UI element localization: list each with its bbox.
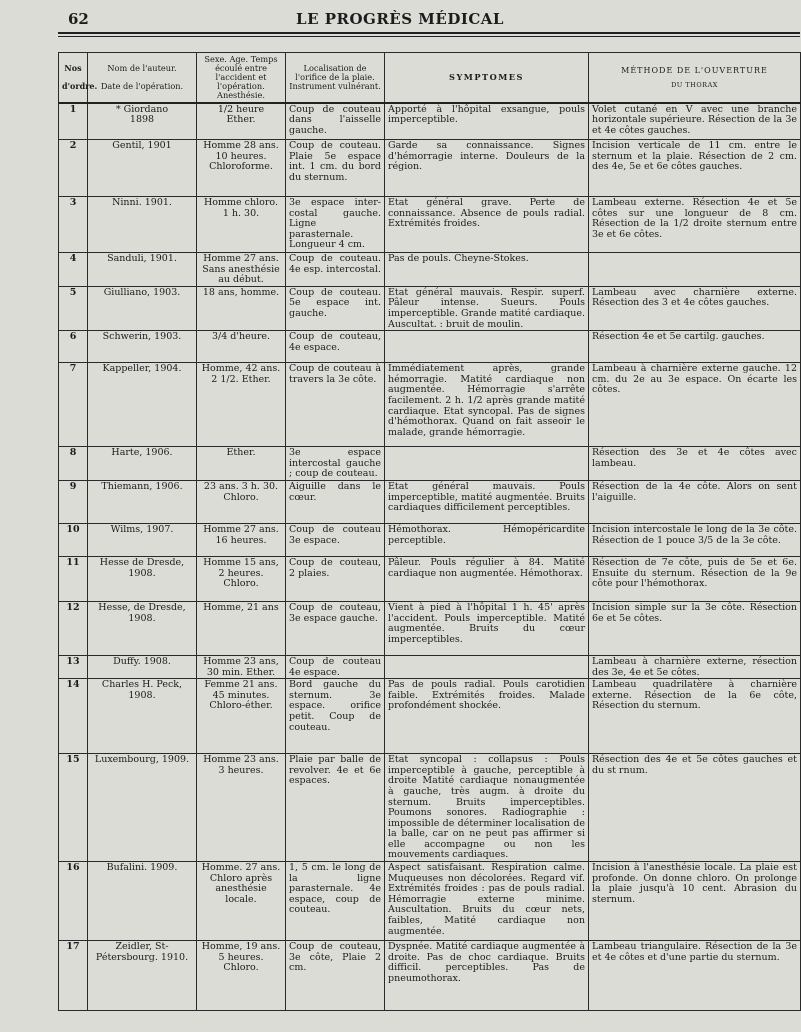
case-localisation: Plaie par balle de revolver. 4e et 6e espaces. <box>286 754 385 862</box>
case-author: Harte, 1906. <box>88 447 197 481</box>
case-methode: Lambeau à charnière externe gauche. 12 cm. du 2e au 3e espace. On écarte les côtes. <box>589 363 801 447</box>
case-number: 8 <box>59 447 88 481</box>
case-symptomes: Etat général grave. Perte de connaissance. Absence de pouls radial. Extrémités froides. <box>385 197 589 253</box>
case-sexe-age: Homme chloro. 1 h. 30. <box>197 197 286 253</box>
cases-table <box>58 52 801 1011</box>
case-number: 5 <box>59 286 88 330</box>
case-sexe-age: Homme 27 ans. 16 heures. <box>197 523 286 556</box>
journal-title: LE PROGRÈS MÉDICAL <box>296 10 504 28</box>
case-number: 7 <box>59 363 88 447</box>
table-row <box>59 140 801 197</box>
case-methode: Lambeau externe. Résection 4e et 5e côtes sur une longueur de 8 cm. Résection de la 1/2 droite sternum entre 3e et 6e côtes. <box>589 197 801 253</box>
case-number: 2 <box>59 140 88 197</box>
table-row <box>59 447 801 481</box>
case-methode: Lambeau quadrilatère à charnière externe. Résection de la 6e côte, Résection du sternum. <box>589 679 801 754</box>
case-number: 10 <box>59 523 88 556</box>
case-number: 12 <box>59 601 88 655</box>
case-author: Sanduli, 1901. <box>88 253 197 287</box>
case-localisation: Coup de couteau, 2 plaies. <box>286 556 385 601</box>
header-methode-sub: DU THORAX <box>671 80 718 89</box>
case-sexe-age: Homme, 19 ans. 5 heures. Chloro. <box>197 941 286 1011</box>
case-number: 11 <box>59 556 88 601</box>
table-row <box>59 197 801 253</box>
case-symptomes <box>385 331 589 363</box>
page-number: 62 <box>68 10 89 28</box>
case-sexe-age: 23 ans. 3 h. 30. Chloro. <box>197 480 286 523</box>
case-symptomes: Etat général mauvais. Pouls imperceptible, matité augmentée. Bruits cardiaques difficilement perceptibles. <box>385 480 589 523</box>
case-author: Zeidler, St-Pétersbourg. 1910. <box>88 941 197 1011</box>
case-author: Duffy. 1908. <box>88 655 197 678</box>
header-number-sub: d'ordre. <box>62 81 98 92</box>
case-number: 14 <box>59 679 88 754</box>
case-localisation: Coup de couteau. Plaie 5e espace int. 1 cm. du bord du sternum. <box>286 140 385 197</box>
case-author: Hesse, de Dresde, 1908. <box>88 601 197 655</box>
case-localisation: Coup de couteau. 5e espace int. gauche. <box>286 286 385 330</box>
case-sexe-age: Homme, 42 ans. 2 1/2. Ether. <box>197 363 286 447</box>
table-row <box>59 363 801 447</box>
case-symptomes: Aspect satisfaisant. Respiration calme. Muqueuses non décolorées. Regard vif. Extrémités froides : pas de pouls radial. Hémorragie externe minime. Auscultation. Bruits du cœur nets, faibles, Matité cardiaque non augmentée. <box>385 862 589 941</box>
case-localisation: Coup de couteau, 3e espace gauche. <box>286 601 385 655</box>
case-methode <box>589 253 801 287</box>
case-methode: Résection 4e et 5e cartilg. gauches. <box>589 331 801 363</box>
case-localisation: Coup de couteau dans l'aisselle gauche. <box>286 103 385 140</box>
case-methode: Lambeau avec charnière externe. Résection des 3 et 4e côtes gauches. <box>589 286 801 330</box>
case-methode: Volet cutané en V avec une branche horizontale supérieure. Résection de la 3e et 4e côtes gauches. <box>589 103 801 140</box>
case-sexe-age: Homme 15 ans, 2 heures. Chloro. <box>197 556 286 601</box>
case-symptomes <box>385 655 589 678</box>
case-localisation: Coup de couteau à travers la 3e côte. <box>286 363 385 447</box>
case-symptomes: Etat syncopal : collapsus : Pouls imperceptible à gauche, perceptible à droite Matité cardiaque nonaugmentée à gauche, très augm. à droite du sternum. Bruits imperceptibles. Poumons sonores. Radiographie : impossible de déterminer localisation de la balle, car on ne peut pas affirmer si elle accompagne ou non les mouvements cardiaques. <box>385 754 589 862</box>
case-methode: Résection de 7e côte, puis de 5e et 6e. Ensuite du sternum. Résection de la 9e côte pour l'hémothorax. <box>589 556 801 601</box>
case-author: Kappeller, 1904. <box>88 363 197 447</box>
case-number: 17 <box>59 941 88 1011</box>
header-rule-thin <box>58 36 800 37</box>
case-number: 16 <box>59 862 88 941</box>
header-author-sub: Date de l'opération. <box>100 81 184 92</box>
table-row <box>59 331 801 363</box>
table-body <box>59 103 801 1011</box>
case-localisation: 3e espace intercostal gauche ; coup de couteau. <box>286 447 385 481</box>
case-sexe-age: Homme. 27 ans. Chloro après anesthésie locale. <box>197 862 286 941</box>
case-sexe-age: Ether. <box>197 447 286 481</box>
case-methode: Incision intercostale le long de la 3e côte. Résection de 1 pouce 3/5 de la 3e côte. <box>589 523 801 556</box>
case-symptomes: Pas de pouls radial. Pouls carotidien faible. Extrémités froides. Malade profondément shockée. <box>385 679 589 754</box>
header-number-label: Nos <box>64 63 82 74</box>
table-row <box>59 941 801 1011</box>
header-symptomes <box>385 53 589 103</box>
case-author: Bufalini. 1909. <box>88 862 197 941</box>
case-author: Giulliano, 1903. <box>88 286 197 330</box>
case-author: Wilms, 1907. <box>88 523 197 556</box>
case-number: 1 <box>59 103 88 140</box>
header-author-label: Nom de l'auteur. <box>107 63 177 74</box>
header-methode <box>589 53 801 103</box>
header-localisation: Localisation de l'orifice de la plaie. Instrument vulnérant. <box>286 53 385 103</box>
case-author: Gentil, 1901 <box>88 140 197 197</box>
case-localisation: Coup de couteau. 4e esp. intercostal. <box>286 253 385 287</box>
table-row <box>59 556 801 601</box>
case-number: 13 <box>59 655 88 678</box>
case-sexe-age: Homme 23 ans, 30 min. Ether. <box>197 655 286 678</box>
table-row <box>59 601 801 655</box>
case-sexe-age: 18 ans, homme. <box>197 286 286 330</box>
case-localisation: 3e espace inter-costal gauche. Ligne parasternale. Longueur 4 cm. <box>286 197 385 253</box>
header-symptomes-label: SYMPTOMES <box>449 72 524 83</box>
case-author: Luxembourg, 1909. <box>88 754 197 862</box>
table-row <box>59 679 801 754</box>
case-symptomes: Immédiatement après, grande hémorragie. Matité cardiaque non augmentée. Hémorragie s'arrête facilement. 2 h. 1/2 après grande matité cardiaque. Etat syncopal. Pas de signes d'hémothorax. Quand on fait asseoir le malade, grande hémorragie. <box>385 363 589 447</box>
case-sexe-age: Homme, 21 ans <box>197 601 286 655</box>
case-number: 9 <box>59 480 88 523</box>
case-symptomes: Pâleur. Pouls régulier à 84. Matité cardiaque non augmentée. Hémothorax. <box>385 556 589 601</box>
table-row <box>59 754 801 862</box>
table-row <box>59 862 801 941</box>
case-sexe-age: Homme 23 ans. 3 heures. <box>197 754 286 862</box>
case-localisation: Coup de couteau 3e espace. <box>286 523 385 556</box>
case-symptomes: Garde sa connaissance. Signes d'hémorragie interne. Douleurs de la région. <box>385 140 589 197</box>
table-row <box>59 103 801 140</box>
header-rule <box>58 32 800 34</box>
case-localisation: Coup de couteau, 4e espace. <box>286 331 385 363</box>
table-row <box>59 253 801 287</box>
case-author: Schwerin, 1903. <box>88 331 197 363</box>
case-symptomes: Dyspnée. Matité cardiaque augmentée à droite. Pas de choc cardiaque. Bruits difficil. perceptibles. Pas de pneumothorax. <box>385 941 589 1011</box>
case-localisation: Coup de couteau, 3e côte, Plaie 2 cm. <box>286 941 385 1011</box>
case-author: Thiemann, 1906. <box>88 480 197 523</box>
case-symptomes: Apporté à l'hôpital exsangue, pouls imperceptible. <box>385 103 589 140</box>
case-number: 4 <box>59 253 88 287</box>
case-sexe-age: Homme 27 ans. Sans anesthésie au début. <box>197 253 286 287</box>
case-number: 15 <box>59 754 88 862</box>
case-sexe-age: Femme 21 ans. 45 minutes. Chloro-éther. <box>197 679 286 754</box>
case-methode: Résection des 4e et 5e côtes gauches et du st rnum. <box>589 754 801 862</box>
case-methode: Incision simple sur la 3e côte. Résection 6e et 5e côtes. <box>589 601 801 655</box>
case-author: * Giordano 1898 <box>88 103 197 140</box>
case-symptomes: Hémothorax. Hémopéricardite perceptible. <box>385 523 589 556</box>
case-sexe-age: 1/2 heure Ether. <box>197 103 286 140</box>
table-row <box>59 523 801 556</box>
header-number <box>59 53 98 103</box>
case-sexe-age: 3/4 d'heure. <box>197 331 286 363</box>
case-localisation: Bord gauche du sternum. 3e espace. orifice petit. Coup de couteau. <box>286 679 385 754</box>
case-author: Ninni. 1901. <box>88 197 197 253</box>
running-head <box>0 0 800 32</box>
case-methode: Lambeau triangulaire. Résection de la 3e et 4e côtes et d'une partie du sternum. <box>589 941 801 1011</box>
case-localisation: Coup de couteau 4e espace. <box>286 655 385 678</box>
table-row <box>59 286 801 330</box>
table-row <box>59 480 801 523</box>
case-symptomes: Vient à pied à l'hôpital 1 h. 45' après l'accident. Pouls imperceptible. Matité augmentée. Bruits du cœur imperceptibles. <box>385 601 589 655</box>
table-header-row <box>59 53 801 103</box>
header-author <box>88 53 197 103</box>
case-author: Charles H. Peck, 1908. <box>88 679 197 754</box>
case-methode: Résection de la 4e côte. Alors on sent l'aiguille. <box>589 480 801 523</box>
case-methode: Incision verticale de 11 cm. entre le sternum et la plaie. Résection de 2 cm. des 4e, 5e et 6e côtes gauches. <box>589 140 801 197</box>
header-sexe: Sexe. Age. Temps écoulé entre l'accident et l'opération. Anesthésie. <box>197 53 286 103</box>
case-methode: Résection des 3e et 4e côtes avec lambeau. <box>589 447 801 481</box>
table-row <box>59 655 801 678</box>
case-localisation: Aiguille dans le cœur. <box>286 480 385 523</box>
case-methode: Lambeau à charnière externe, résection des 3e, 4e et 5e côtes. <box>589 655 801 678</box>
case-number: 3 <box>59 197 88 253</box>
case-number: 6 <box>59 331 88 363</box>
case-symptomes: Etat général mauvais. Respir. superf. Pâleur intense. Sueurs. Pouls imperceptible. Grande matité cardiaque. Auscultat. : bruit de moulin. <box>385 286 589 330</box>
case-author: Hesse de Dresde, 1908. <box>88 556 197 601</box>
case-localisation: 1, 5 cm. le long de la ligne parasternale. 4e espace, coup de couteau. <box>286 862 385 941</box>
case-symptomes <box>385 447 589 481</box>
case-methode: Incision à l'anesthésie locale. La plaie est profonde. On donne chloro. On prolonge la plaie jusqu'à 10 cent. Abrasion du sternum. <box>589 862 801 941</box>
case-sexe-age: Homme 28 ans. 10 heures. Chloroforme. <box>197 140 286 197</box>
case-symptomes: Pas de pouls. Cheyne-Stokes. <box>385 253 589 287</box>
header-methode-label: MÉTHODE DE L'OUVERTURE <box>621 65 768 75</box>
